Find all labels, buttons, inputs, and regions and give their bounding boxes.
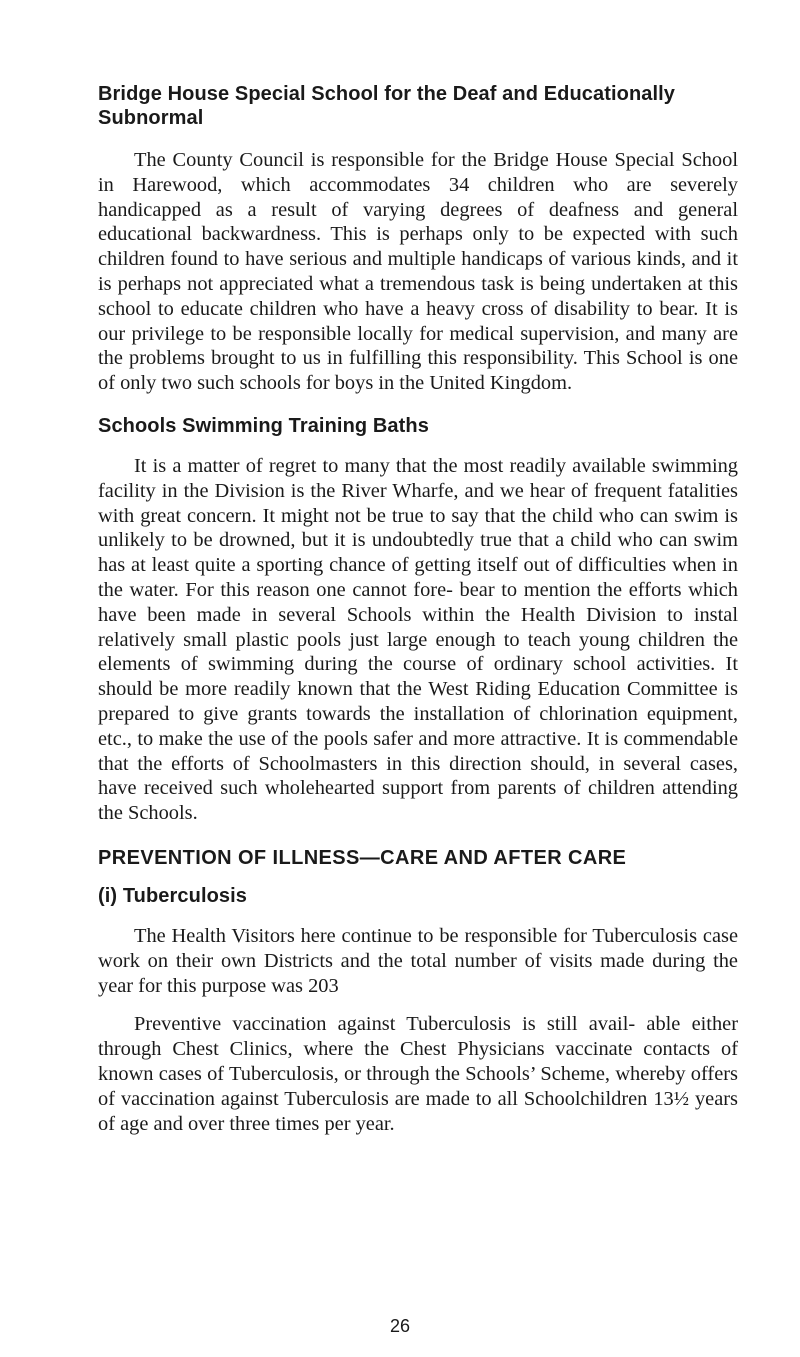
section-heading-bridge-house: Bridge House Special School for the Deaf and Educationally Subnormal xyxy=(98,83,676,129)
paragraph-tuberculosis-visits: The Health Visitors here continue to be responsible for Tuberculosis case work on their own Districts and the total number of visits made during the year for this purpose was 203 xyxy=(98,924,738,997)
document-page xyxy=(98,82,738,1136)
paragraph-tuberculosis-vaccination: Preventive vaccination against Tuberculosis is still avail- able either through Chest Clinics, where the Chest Physicians vaccinate contacts of known cases of Tuberculosis, or through the Schools’ Scheme, whereby offers of vaccination against Tuberculosis are made to all Schoolchildren 13½ years of age and over three times per year. xyxy=(98,1013,738,1135)
section-heading-swimming: Schools Swimming Training Baths xyxy=(98,414,429,437)
page-number: 26 xyxy=(389,1316,411,1336)
subheading-tuberculosis: (i) Tuberculosis xyxy=(98,884,248,907)
paragraph-swimming: It is a matter of regret to many that the most readily available swimming facility in the Division is the River Wharfe, and we hear of frequent fatalities with great concern. It might not be true to say that the child who can swim is unlikely to be drowned, but it is undoubtedly true that a child who can swim has at least quite a sporting chance of getting itself out of difficulties when in the water. For this reason one cannot fore- bear to mention the efforts which have been made in several Schools within the Health Division to instal relatively small plastic pools just large enough to teach young children the elements of swimming during the course of ordinary school activities. It should be more readily known that the West Riding Education Committee is prepared to give grants towards the installation of chlorination equipment, etc., to make the use of the pools safer and more attractive. It is commendable that the efforts of Schoolmasters in this direction should, in several cases, have received such wholehearted support from parents of children attending the Schools. xyxy=(98,454,738,825)
section-heading-prevention: PREVENTION OF ILLNESS—CARE AND AFTER CARE xyxy=(98,846,627,869)
paragraph-bridge-house: The County Council is responsible for the Bridge House Special School in Harewood, which accommodates 34 children who are severely handicapped as a result of varying degrees of deafness and general educational backwardness. This is perhaps only to be expected with such children found to have serious and multiple handicaps of various kinds, and it is perhaps not appreciated what a tremendous task is being undertaken at this school to educate children who have a heavy cross of disability to bear. It is our privilege to be responsible locally for medical supervision, and many are the problems brought to us in fulfilling this responsibility. This School is one of only two such schools for boys in the United Kingdom. xyxy=(98,149,738,395)
